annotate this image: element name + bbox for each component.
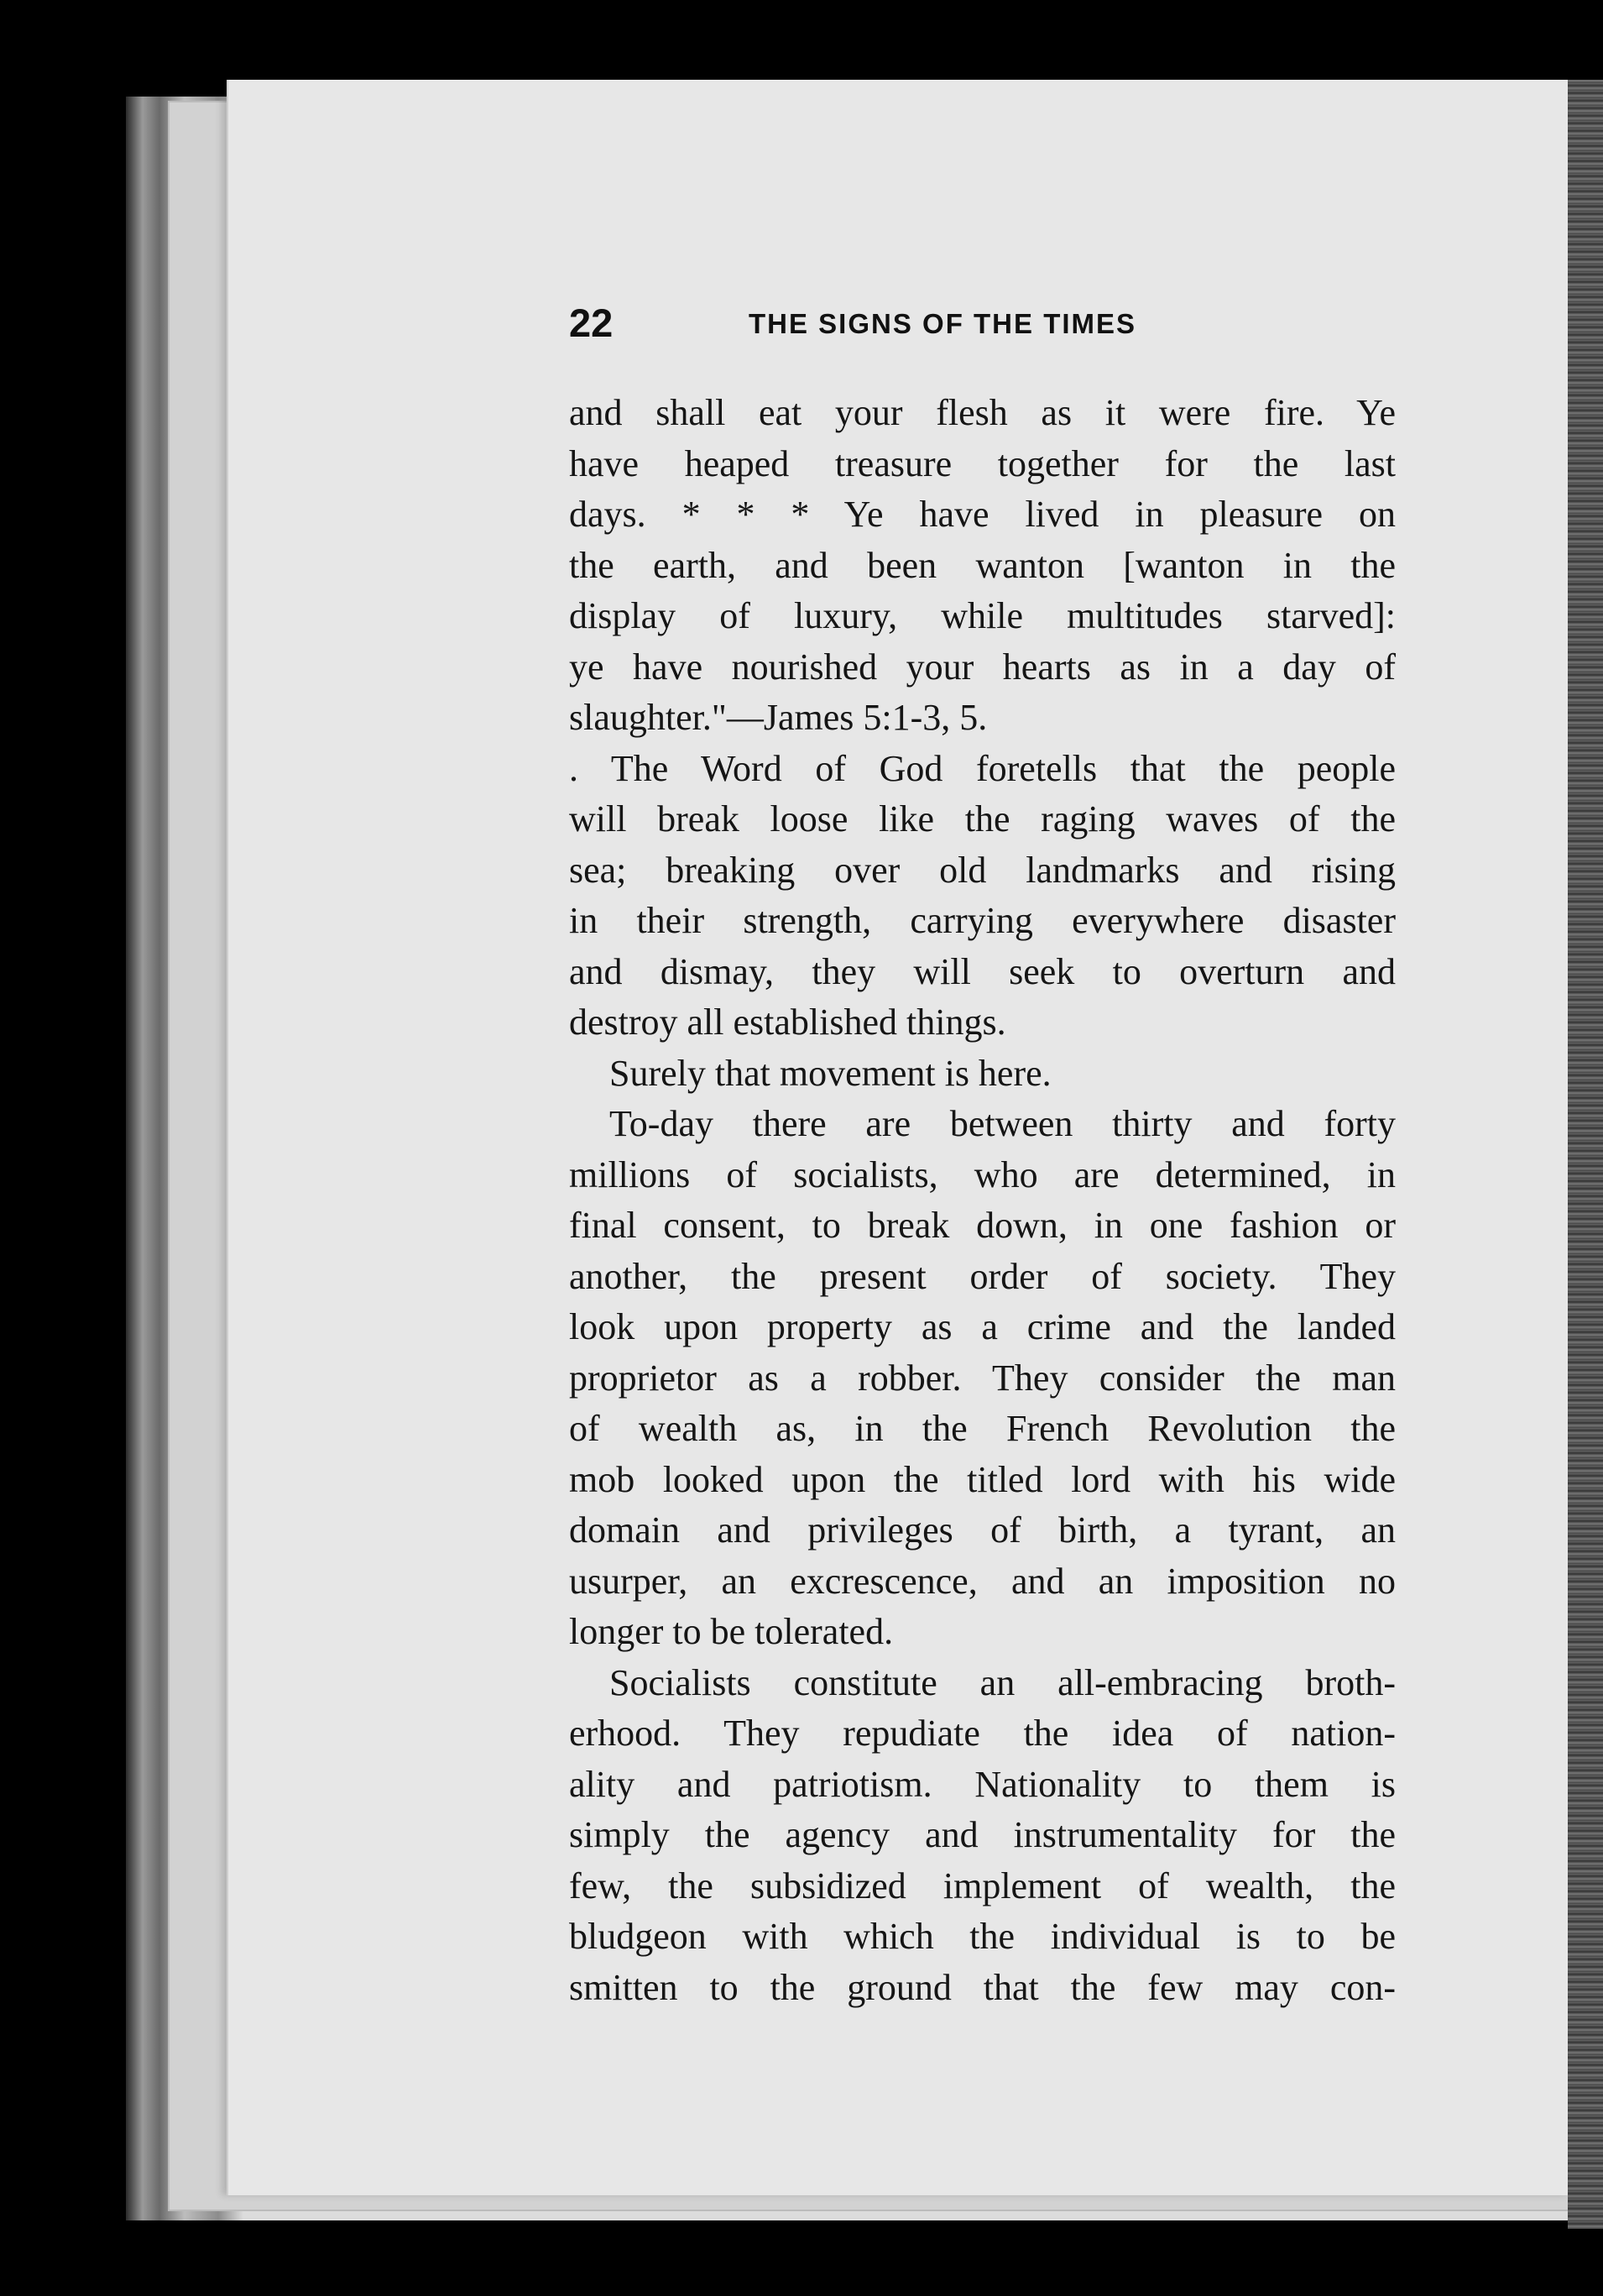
text-line: will break loose like the raging waves of the (569, 798, 1396, 839)
text-line: proprietor as a robber. They consider the man (569, 1357, 1396, 1399)
text-line: destroy all established things. (569, 1002, 1006, 1043)
page-number: 22 (569, 301, 614, 345)
running-title: THE SIGNS OF THE TIMES (749, 308, 1137, 339)
text-line: domain and privileges of birth, a tyrant, an (569, 1509, 1396, 1551)
text-line: mob looked upon the titled lord with his wide (569, 1458, 1396, 1500)
text-line: erhood. They repudiate the idea of nation- (569, 1713, 1396, 1754)
text-line: bludgeon with which the individual is to be (569, 1916, 1396, 1957)
text-line: another, the present order of society. They (569, 1255, 1396, 1297)
text-line: the earth, and been wanton [wanton in the (569, 544, 1396, 586)
text-line: display of luxury, while multitudes starved]: (569, 595, 1396, 636)
text-line: longer to be tolerated. (569, 1611, 894, 1652)
text-line: Surely that movement is here. (609, 1052, 1052, 1094)
text-line: ye have nourished your hearts as in a day of (569, 646, 1396, 688)
body-text (569, 388, 1396, 2013)
text-line: smitten to the ground that the few may con- (569, 1966, 1396, 2008)
text-line: and dismay, they will seek to overturn and (569, 950, 1396, 992)
text-line: ality and patriotism. Nationality to them is (569, 1763, 1396, 1805)
text-line: few, the subsidized implement of wealth, the (569, 1865, 1396, 1906)
text-line: simply the agency and instrumentality for the (569, 1814, 1396, 1855)
text-line: slaughter."—James 5:1-3, 5. (569, 697, 988, 738)
page-header (569, 294, 1408, 353)
text-line: To-day there are between thirty and forty (609, 1103, 1396, 1144)
text-line: days. * * * Ye have lived in pleasure on (569, 494, 1396, 535)
text-line: in their strength, carrying everywhere disaster (569, 900, 1396, 941)
text-line: sea; breaking over old landmarks and rising (569, 849, 1396, 891)
text-line: final consent, to break down, in one fashion or (569, 1205, 1396, 1246)
text-line: Socialists constitute an all-embracing broth- (609, 1661, 1396, 1703)
page-right-edge (1568, 80, 1603, 2229)
text-line: have heaped treasure together for the last (569, 442, 1396, 484)
text-line: usurper, an excrescence, and an imposition no (569, 1560, 1396, 1602)
text-line: and shall eat your flesh as it were fire. Ye (569, 392, 1396, 433)
text-line: . The Word of God foretells that the people (569, 747, 1396, 789)
text-line: look upon property as a crime and the landed (569, 1306, 1396, 1347)
text-line: of wealth as, in the French Revolution the (569, 1408, 1396, 1449)
text-line: millions of socialists, who are determined, in (569, 1153, 1396, 1195)
